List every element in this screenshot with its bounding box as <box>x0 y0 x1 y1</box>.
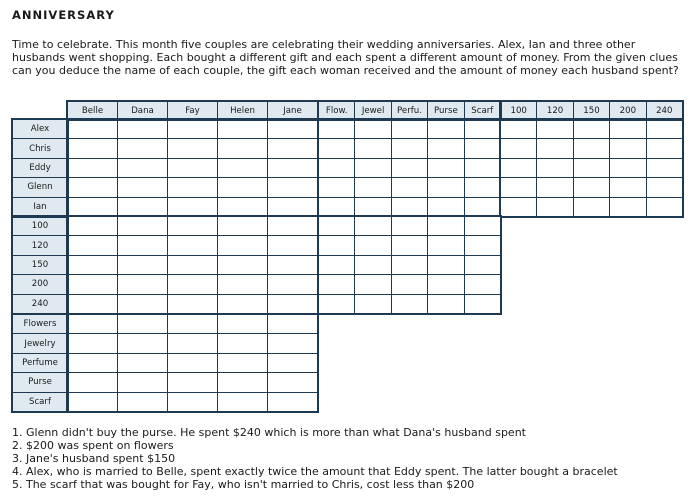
grid-cell-husbands-amounts[interactable] <box>573 119 610 139</box>
column-header-wives <box>67 101 118 120</box>
grid-cell-gifts-wives[interactable] <box>67 392 118 412</box>
row-header-gifts <box>12 333 68 353</box>
grid-cell-husbands-gifts[interactable] <box>391 158 428 178</box>
grid-cell-gifts-wives[interactable] <box>117 392 168 412</box>
grid-cell-amounts-gifts[interactable] <box>318 235 355 255</box>
grid-cell-amounts-wives[interactable] <box>167 235 218 255</box>
row-header-husbands-label: Glenn <box>27 182 53 193</box>
puzzle-title: ANNIVERSARY <box>12 8 115 22</box>
grid-cell-amounts-gifts[interactable] <box>427 235 464 255</box>
grid-cell-husbands-wives[interactable] <box>167 119 218 139</box>
grid-cell-amounts-gifts[interactable] <box>391 294 428 314</box>
grid-cell-gifts-wives[interactable] <box>217 392 268 412</box>
column-header-wives <box>117 101 168 120</box>
grid-cell-husbands-amounts[interactable] <box>500 158 537 178</box>
grid-cell-husbands-wives[interactable] <box>217 177 268 197</box>
grid-cell-husbands-gifts[interactable] <box>427 197 464 217</box>
grid-cell-gifts-wives[interactable] <box>217 314 268 334</box>
row-header-husbands-label: Alex <box>30 124 50 135</box>
grid-cell-husbands-gifts[interactable] <box>391 138 428 158</box>
grid-cell-gifts-wives[interactable] <box>217 372 268 392</box>
grid-cell-husbands-amounts[interactable] <box>573 158 610 178</box>
grid-cell-gifts-wives[interactable] <box>117 333 168 353</box>
grid-cell-gifts-wives[interactable] <box>117 353 168 373</box>
grid-cell-husbands-amounts[interactable] <box>500 177 537 197</box>
row-header-amounts-label: 240 <box>31 298 49 309</box>
grid-cell-husbands-wives[interactable] <box>267 177 318 197</box>
grid-cell-amounts-gifts[interactable] <box>354 274 391 294</box>
row-header-amounts <box>12 235 68 255</box>
clue-item: 1. Glenn didn't buy the purse. He spent $240 which is more than what Dana's husband spent <box>12 426 526 439</box>
grid-cell-husbands-amounts[interactable] <box>646 138 683 158</box>
grid-cell-amounts-gifts[interactable] <box>354 216 391 236</box>
column-header-amounts <box>646 101 683 120</box>
grid-cell-husbands-wives[interactable] <box>217 158 268 178</box>
grid-cell-husbands-gifts[interactable] <box>354 119 391 139</box>
row-header-gifts-label: Flowers <box>23 319 57 330</box>
grid-cell-gifts-wives[interactable] <box>67 333 118 353</box>
grid-cell-husbands-amounts[interactable] <box>500 197 537 217</box>
grid-cell-husbands-gifts[interactable] <box>318 138 355 158</box>
grid-cell-gifts-wives[interactable] <box>167 372 218 392</box>
clue-item: 2. $200 was spent on flowers <box>12 439 174 452</box>
grid-cell-husbands-gifts[interactable] <box>464 138 501 158</box>
grid-cell-amounts-gifts[interactable] <box>391 255 428 275</box>
grid-cell-amounts-wives[interactable] <box>117 294 168 314</box>
column-header-gifts-label: Purse <box>433 105 458 116</box>
column-header-gifts-label: Perfu. <box>397 105 422 116</box>
column-header-amounts-label: 200 <box>619 105 637 116</box>
row-header-husbands <box>12 177 68 197</box>
grid-cell-husbands-gifts[interactable] <box>354 177 391 197</box>
grid-cell-amounts-wives[interactable] <box>67 294 118 314</box>
grid-cell-amounts-wives[interactable] <box>217 216 268 236</box>
grid-cell-gifts-wives[interactable] <box>167 333 218 353</box>
column-header-amounts <box>500 101 537 120</box>
grid-cell-husbands-wives[interactable] <box>67 177 118 197</box>
row-header-amounts <box>12 294 68 314</box>
grid-cell-husbands-gifts[interactable] <box>427 138 464 158</box>
grid-cell-amounts-gifts[interactable] <box>464 255 501 275</box>
grid-cell-gifts-wives[interactable] <box>117 372 168 392</box>
grid-cell-amounts-gifts[interactable] <box>427 274 464 294</box>
grid-cell-amounts-wives[interactable] <box>217 255 268 275</box>
grid-cell-amounts-wives[interactable] <box>267 294 318 314</box>
grid-cell-husbands-wives[interactable] <box>267 138 318 158</box>
row-header-husbands <box>12 158 68 178</box>
grid-cell-husbands-gifts[interactable] <box>354 158 391 178</box>
grid-cell-husbands-wives[interactable] <box>267 119 318 139</box>
grid-cell-husbands-amounts[interactable] <box>536 158 573 178</box>
row-header-amounts-label: 100 <box>31 221 49 232</box>
row-header-gifts <box>12 353 68 373</box>
grid-cell-husbands-gifts[interactable] <box>391 119 428 139</box>
grid-cell-amounts-wives[interactable] <box>167 216 218 236</box>
grid-cell-amounts-wives[interactable] <box>267 255 318 275</box>
column-header-wives <box>217 101 268 120</box>
row-header-gifts-label: Jewelry <box>24 338 56 349</box>
grid-cell-amounts-gifts[interactable] <box>464 216 501 236</box>
column-header-wives-label: Helen <box>230 105 255 116</box>
row-header-husbands <box>12 119 68 139</box>
row-header-amounts-label: 150 <box>31 259 49 270</box>
grid-cell-gifts-wives[interactable] <box>67 372 118 392</box>
grid-cell-amounts-gifts[interactable] <box>318 274 355 294</box>
grid-cell-amounts-wives[interactable] <box>217 274 268 294</box>
grid-cell-gifts-wives[interactable] <box>267 314 318 334</box>
column-header-wives-label: Fay <box>185 105 200 116</box>
row-header-amounts <box>12 274 68 294</box>
grid-cell-gifts-wives[interactable] <box>67 314 118 334</box>
grid-cell-husbands-wives[interactable] <box>67 197 118 217</box>
column-header-amounts-label: 100 <box>510 105 527 116</box>
row-header-gifts <box>12 372 68 392</box>
grid-cell-amounts-wives[interactable] <box>217 235 268 255</box>
row-header-amounts-label: 200 <box>31 279 49 290</box>
grid-cell-husbands-gifts[interactable] <box>318 158 355 178</box>
grid-cell-amounts-wives[interactable] <box>67 216 118 236</box>
column-header-gifts-label: Jewel <box>361 105 385 116</box>
grid-cell-husbands-gifts[interactable] <box>318 177 355 197</box>
row-header-amounts <box>12 255 68 275</box>
grid-cell-husbands-amounts[interactable] <box>609 197 646 217</box>
column-header-gifts <box>427 101 464 120</box>
grid-cell-amounts-wives[interactable] <box>117 235 168 255</box>
grid-cell-husbands-gifts[interactable] <box>464 197 501 217</box>
grid-cell-amounts-wives[interactable] <box>167 294 218 314</box>
grid-cell-husbands-wives[interactable] <box>217 138 268 158</box>
grid-cell-amounts-gifts[interactable] <box>427 216 464 236</box>
grid-cell-husbands-wives[interactable] <box>217 197 268 217</box>
grid-cell-gifts-wives[interactable] <box>117 314 168 334</box>
grid-cell-amounts-wives[interactable] <box>117 216 168 236</box>
clue-list <box>12 426 682 491</box>
column-header-gifts <box>354 101 391 120</box>
grid-cell-amounts-gifts[interactable] <box>427 294 464 314</box>
grid-cell-husbands-amounts[interactable] <box>573 138 610 158</box>
row-header-gifts-label: Perfume <box>22 357 58 368</box>
grid-cell-amounts-wives[interactable] <box>67 274 118 294</box>
grid-cell-husbands-wives[interactable] <box>217 119 268 139</box>
grid-cell-amounts-wives[interactable] <box>217 294 268 314</box>
grid-cell-husbands-wives[interactable] <box>67 158 118 178</box>
grid-cell-amounts-wives[interactable] <box>267 274 318 294</box>
grid-cell-husbands-wives[interactable] <box>67 119 118 139</box>
grid-cell-husbands-gifts[interactable] <box>391 177 428 197</box>
grid-cell-gifts-wives[interactable] <box>167 353 218 373</box>
grid-cell-amounts-gifts[interactable] <box>391 235 428 255</box>
grid-cell-husbands-amounts[interactable] <box>536 119 573 139</box>
row-header-gifts-label: Scarf <box>28 396 51 407</box>
grid-cell-amounts-gifts[interactable] <box>354 294 391 314</box>
grid-cell-husbands-amounts[interactable] <box>609 158 646 178</box>
grid-cell-husbands-wives[interactable] <box>267 197 318 217</box>
clue-item: 5. The scarf that was bought for Fay, who isn't married to Chris, cost less than $200 <box>12 478 475 491</box>
grid-cell-husbands-gifts[interactable] <box>427 177 464 197</box>
row-header-amounts <box>12 216 68 236</box>
grid-cell-husbands-gifts[interactable] <box>464 119 501 139</box>
grid-cell-amounts-wives[interactable] <box>267 216 318 236</box>
grid-cell-husbands-amounts[interactable] <box>573 197 610 217</box>
grid-cell-husbands-wives[interactable] <box>117 138 168 158</box>
grid-cell-husbands-amounts[interactable] <box>536 138 573 158</box>
grid-cell-gifts-wives[interactable] <box>267 392 318 412</box>
grid-cell-husbands-wives[interactable] <box>167 177 218 197</box>
grid-cell-amounts-wives[interactable] <box>167 255 218 275</box>
grid-cell-amounts-wives[interactable] <box>167 274 218 294</box>
grid-cell-amounts-gifts[interactable] <box>318 216 355 236</box>
grid-cell-husbands-gifts[interactable] <box>427 119 464 139</box>
grid-cell-husbands-gifts[interactable] <box>464 177 501 197</box>
grid-cell-amounts-wives[interactable] <box>67 255 118 275</box>
grid-cell-gifts-wives[interactable] <box>267 353 318 373</box>
column-header-amounts-label: 150 <box>583 105 600 116</box>
grid-cell-gifts-wives[interactable] <box>167 314 218 334</box>
grid-cell-amounts-wives[interactable] <box>67 235 118 255</box>
grid-cell-husbands-amounts[interactable] <box>573 177 610 197</box>
grid-cell-husbands-wives[interactable] <box>117 177 168 197</box>
grid-cell-husbands-gifts[interactable] <box>391 197 428 217</box>
column-header-amounts <box>536 101 573 120</box>
grid-cell-husbands-wives[interactable] <box>117 158 168 178</box>
grid-cell-husbands-wives[interactable] <box>267 158 318 178</box>
grid-cell-husbands-wives[interactable] <box>117 119 168 139</box>
row-header-amounts-label: 120 <box>31 240 49 251</box>
clue-item: 3. Jane's husband spent $150 <box>12 452 176 465</box>
column-header-wives <box>167 101 218 120</box>
grid-cell-husbands-gifts[interactable] <box>354 197 391 217</box>
grid-cell-husbands-gifts[interactable] <box>318 119 355 139</box>
grid-cell-husbands-wives[interactable] <box>167 138 218 158</box>
row-header-husbands-label: Chris <box>29 143 51 154</box>
grid-cell-husbands-amounts[interactable] <box>536 197 573 217</box>
grid-cell-gifts-wives[interactable] <box>67 353 118 373</box>
grid-cell-husbands-amounts[interactable] <box>500 138 537 158</box>
grid-cell-husbands-gifts[interactable] <box>464 158 501 178</box>
grid-cell-gifts-wives[interactable] <box>267 372 318 392</box>
column-header-gifts <box>391 101 428 120</box>
grid-cell-amounts-gifts[interactable] <box>427 255 464 275</box>
grid-cell-husbands-wives[interactable] <box>67 138 118 158</box>
grid-cell-amounts-gifts[interactable] <box>464 294 501 314</box>
grid-cell-husbands-wives[interactable] <box>167 197 218 217</box>
grid-cell-amounts-gifts[interactable] <box>318 255 355 275</box>
row-header-gifts <box>12 392 68 412</box>
grid-cell-husbands-gifts[interactable] <box>354 138 391 158</box>
grid-cell-husbands-amounts[interactable] <box>609 138 646 158</box>
row-header-gifts-label: Purse <box>28 377 52 388</box>
grid-cell-husbands-gifts[interactable] <box>427 158 464 178</box>
grid-cell-gifts-wives[interactable] <box>217 333 268 353</box>
row-header-gifts <box>12 314 68 334</box>
grid-cell-husbands-amounts[interactable] <box>500 119 537 139</box>
grid-cell-amounts-gifts[interactable] <box>391 274 428 294</box>
grid-cell-husbands-amounts[interactable] <box>646 158 683 178</box>
grid-cell-amounts-gifts[interactable] <box>318 294 355 314</box>
grid-cell-gifts-wives[interactable] <box>217 353 268 373</box>
column-header-wives-label: Belle <box>81 105 104 116</box>
grid-cell-amounts-gifts[interactable] <box>354 255 391 275</box>
grid-cell-husbands-wives[interactable] <box>117 197 168 217</box>
grid-cell-husbands-gifts[interactable] <box>318 197 355 217</box>
row-header-husbands-label: Ian <box>33 201 47 212</box>
grid-cell-husbands-amounts[interactable] <box>646 197 683 217</box>
column-header-amounts <box>609 101 646 120</box>
grid-cell-amounts-gifts[interactable] <box>464 235 501 255</box>
column-header-gifts <box>464 101 501 120</box>
row-header-husbands <box>12 138 68 158</box>
column-header-wives-label: Dana <box>131 105 154 116</box>
grid-cell-husbands-wives[interactable] <box>167 158 218 178</box>
grid-cell-husbands-amounts[interactable] <box>609 119 646 139</box>
column-header-amounts-label: 240 <box>656 105 673 116</box>
grid-cell-amounts-gifts[interactable] <box>391 216 428 236</box>
column-header-wives-label: Jane <box>283 105 302 116</box>
grid-cell-amounts-wives[interactable] <box>117 255 168 275</box>
grid-cell-gifts-wives[interactable] <box>267 333 318 353</box>
row-header-husbands <box>12 197 68 217</box>
column-header-gifts-label: Scarf <box>471 105 494 116</box>
grid-cell-amounts-gifts[interactable] <box>354 235 391 255</box>
grid-cell-amounts-gifts[interactable] <box>464 274 501 294</box>
column-header-gifts <box>318 101 355 120</box>
grid-cell-amounts-wives[interactable] <box>117 274 168 294</box>
grid-cell-husbands-amounts[interactable] <box>609 177 646 197</box>
grid-cell-husbands-amounts[interactable] <box>536 177 573 197</box>
row-header-husbands-label: Eddy <box>29 162 51 173</box>
clue-item: 4. Alex, who is married to Belle, spent exactly twice the amount that Eddy spent. The latter bought a bracelet <box>12 465 618 478</box>
grid-cell-husbands-amounts[interactable] <box>646 119 683 139</box>
grid-cell-gifts-wives[interactable] <box>167 392 218 412</box>
column-header-amounts <box>573 101 610 120</box>
puzzle-intro: Time to celebrate. This month five couples are celebrating their wedding anniversaries. Alex, Ian and three other husbands went shopping. Each bought a different gift and each spent a different amount of money. From the given clues can you deduce the name of each couple, the gift each woman received and the amount of money each husband spent? <box>12 38 679 77</box>
grid-cell-amounts-wives[interactable] <box>267 235 318 255</box>
column-header-wives <box>267 101 318 120</box>
column-header-gifts-label: Flow. <box>325 105 348 116</box>
column-header-amounts-label: 120 <box>546 105 564 116</box>
grid-cell-husbands-amounts[interactable] <box>646 177 683 197</box>
